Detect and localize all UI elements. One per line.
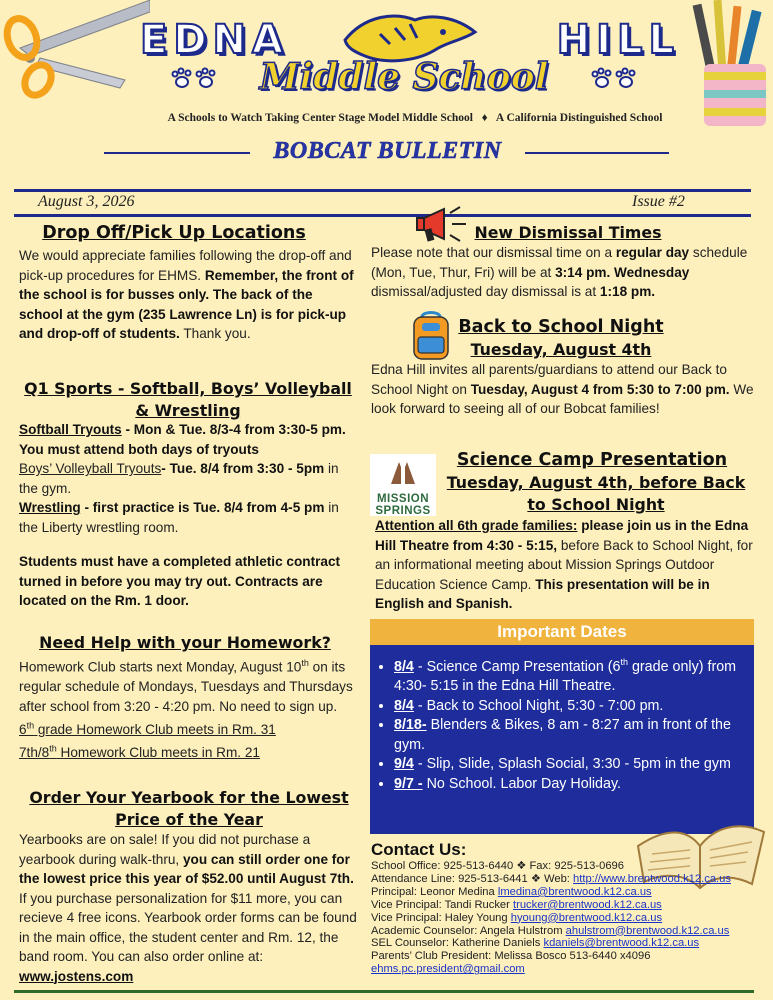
contact-vp2 bbox=[371, 912, 771, 925]
dropoff-body bbox=[19, 246, 357, 344]
yearbook-text: Yearbooks are on sale! If you did not purchase a yearbook during walk-thru, bbox=[19, 832, 311, 867]
dropoff-bold: Remember, the front of the school is for busses only. The back of the school at the gym (235 Lawrence Ln) is for pick-up and drop-off of students. bbox=[19, 267, 354, 341]
yearbook-body bbox=[19, 830, 357, 986]
homework-6th-b: grade Homework Club meets in Rm. 31 bbox=[34, 721, 276, 737]
sports-note bbox=[19, 552, 349, 611]
dismissal-b3: Wednesday bbox=[614, 264, 690, 280]
divider bbox=[14, 189, 751, 192]
volleyball-bold: 5pm bbox=[296, 461, 325, 476]
academic-email-link[interactable]: ahulstrom@brentwood.k12.ca.us bbox=[565, 924, 730, 937]
contact-sel bbox=[371, 937, 771, 950]
homework-78-sup: th bbox=[49, 743, 57, 754]
logo-text-springs: SPRINGS bbox=[375, 505, 431, 517]
contact-academic bbox=[371, 925, 771, 938]
yearbook-bold: you can still order one for the lowest price this year of $52.00 until August 7th. bbox=[19, 851, 354, 886]
list-item bbox=[394, 716, 760, 755]
homework-78-b: Homework Club meets in Rm. 21 bbox=[56, 744, 260, 760]
contact-principal bbox=[371, 886, 771, 899]
dismissal-b2: 3:14 pm. bbox=[555, 264, 611, 280]
date-text: - Slip, Slide, Splash Social, 3:30 - 5pm in the gym bbox=[413, 756, 731, 773]
camp-t1: before Back to School Night, for an informational meeting about Mission Springs Outdoor Education Science Camp. bbox=[375, 537, 753, 592]
homework-text: Homework Club starts next Monday, August 10 bbox=[19, 659, 302, 675]
school-logo-subtitle: Middle School bbox=[259, 56, 549, 98]
dismissal-b1: regular day bbox=[615, 245, 690, 260]
vp2-email-link[interactable]: hyoung@brentwood.k12.ca.us bbox=[510, 911, 663, 924]
paw-print-icon bbox=[170, 66, 218, 90]
wrestling-label: Wrestling bbox=[19, 500, 81, 515]
date-label: 8/4 bbox=[394, 697, 414, 714]
vp2-text: Vice Principal: Haley Young bbox=[371, 911, 511, 924]
homework-title: Need Help with your Homework? bbox=[39, 633, 331, 652]
important-dates-title: Important Dates bbox=[370, 619, 754, 645]
homework-text-rest: on its regular schedule of Mondays, Tuesdays and Thursdays after school from 3:20 - 4:20 pm. No need to sign up. bbox=[19, 659, 353, 714]
wrestling-text: in the Liberty wrestling room. bbox=[19, 500, 339, 535]
date-label: 8/4 bbox=[394, 658, 414, 675]
tagline-part2: A California Distinguished School bbox=[495, 112, 663, 124]
homework-6th-sup: th bbox=[26, 720, 35, 731]
divider bbox=[14, 214, 751, 217]
dismissal-t2: schedule (Mon, Tue, Thur, Fri) will be at bbox=[371, 245, 748, 280]
camp-body bbox=[375, 516, 757, 614]
list-item bbox=[394, 775, 760, 795]
homework-78-a: 7th/8 bbox=[19, 744, 50, 760]
dismissal-b4: 1:18 pm. bbox=[599, 284, 656, 299]
date-text: - Science Camp Presentation (6 bbox=[413, 658, 621, 675]
camp-subtitle: Tuesday, August 4th, before Back to School Night bbox=[446, 473, 746, 514]
date-label: 9/4 bbox=[394, 756, 414, 773]
issue-date: August 3, 2026 bbox=[38, 193, 135, 210]
contact-parents-club: Parents’ Club President: Melissa Bosco 513-6440 x4096 bbox=[371, 950, 651, 963]
divider bbox=[525, 152, 669, 154]
sports-note-text: Students must have a completed athletic contract turned in before you may try out. Contracts are located on the Rm. 1 door. bbox=[19, 554, 341, 608]
academic-text: Academic Counselor: Angela Hulstrom bbox=[371, 924, 566, 937]
camp-b2: This presentation will be in English and Spanish. bbox=[375, 576, 710, 611]
dropoff-end: Thank you. bbox=[183, 326, 251, 341]
vp1-email-link[interactable]: trucker@brentwood.k12.ca.us bbox=[512, 898, 662, 911]
bulletin-title: BOBCAT BULLETIN bbox=[273, 138, 502, 164]
date-label: 8/18- bbox=[394, 717, 427, 734]
jostens-link[interactable]: www.jostens.com bbox=[19, 968, 134, 984]
bts-body bbox=[371, 360, 757, 419]
tagline-separator: ♦ bbox=[481, 112, 488, 124]
volleyball-text2: in the gym. bbox=[19, 461, 339, 496]
sports-title: Q1 Sports - Softball, Boys’ Volleyball & Wrestling bbox=[24, 379, 352, 420]
contact-attendance bbox=[371, 873, 771, 886]
footer-divider bbox=[14, 990, 754, 993]
contact-vp1 bbox=[371, 899, 771, 912]
softball-label: Softball Tryouts bbox=[19, 422, 122, 437]
volleyball-label: Boys’ Volleyball Tryouts bbox=[19, 461, 162, 476]
vp1-text: Vice Principal: Tandi Rucker bbox=[371, 898, 513, 911]
dismissal-title: New Dismissal Times bbox=[474, 223, 662, 242]
contact-office: School Office: 925-513-6440 ❖ Fax: 925-513-0696 bbox=[371, 860, 625, 872]
date-sup: th bbox=[620, 657, 628, 667]
important-dates-list bbox=[380, 653, 760, 794]
mission-springs-logo bbox=[370, 454, 436, 516]
logo-word-edna: EDNA bbox=[140, 17, 289, 63]
camp-lead: Attention all 6th grade families: bbox=[375, 518, 578, 533]
sel-text: SEL Counselor: Katherine Daniels bbox=[371, 937, 544, 950]
pc-email-link[interactable]: ehms.pc.president@gmail.com bbox=[371, 963, 525, 976]
homework-sup: th bbox=[301, 658, 309, 668]
megaphone-icon bbox=[414, 203, 470, 247]
bts-t1: Edna Hill invites all parents/guardians to attend our Back to School Night on bbox=[371, 362, 727, 397]
dropoff-text: We would appreciate families following the drop-off and pick-up procedures for EHMS. bbox=[19, 248, 352, 283]
date-text-2: grade only) from 4:30- 5:15 in the Edna Hill Theatre. bbox=[394, 658, 737, 695]
camp-b1: please join us in the Edna Hill Theatre from 4:30 - 5:15, bbox=[375, 518, 749, 553]
dismissal-t3: dismissal/adjusted day dismissal is at bbox=[371, 284, 600, 299]
date-text: - Back to School Night, 5:30 - 7:00 pm. bbox=[413, 697, 664, 714]
homework-6th-a: 6 bbox=[19, 721, 27, 737]
divider bbox=[104, 152, 250, 154]
logo-word-hill: HILL bbox=[556, 17, 680, 63]
yearbook-text-rest: If you purchase personalization for $11 more, you can recieve 4 free icons. Yearbook order forms can be found in the main office, the student center and Rm. 12, the band room. You can also order online at: bbox=[19, 890, 357, 964]
yearbook-title: Order Your Yearbook for the Lowest Price of the Year bbox=[29, 788, 349, 829]
homework-body bbox=[19, 654, 357, 762]
tagline-part1: A Schools to Watch Taking Center Stage Model Middle School bbox=[167, 112, 473, 124]
wrestling-bold: - first practice is Tue. 8/4 from 4-5 pm bbox=[80, 500, 325, 515]
dropoff-title: Drop Off/Pick Up Locations bbox=[42, 223, 306, 243]
date-label: 9/7 - bbox=[394, 775, 423, 792]
logo-text-mission: MISSION bbox=[376, 493, 430, 505]
contact-pc-email bbox=[371, 963, 771, 976]
dismissal-t1: Please note that our dismissal time on a bbox=[371, 245, 616, 260]
principal-email-link[interactable]: lmedina@brentwood.k12.ca.us bbox=[497, 885, 652, 898]
mountain-icon bbox=[370, 454, 436, 488]
backpack-icon bbox=[410, 309, 452, 361]
dismissal-body bbox=[371, 243, 757, 302]
contact-block bbox=[371, 860, 771, 976]
list-item bbox=[394, 653, 760, 697]
bts-title: Back to School Night bbox=[458, 317, 664, 337]
softball-text: - Mon & Tue. 8/3-4 from 3:30-5 pm. You must attend both days of tryouts bbox=[19, 422, 346, 457]
camp-title: Science Camp Presentation bbox=[456, 450, 728, 470]
bts-t2: We look forward to seeing all of our Bobcat families! bbox=[371, 381, 754, 416]
list-item bbox=[394, 755, 760, 775]
date-text: Blenders & Bikes, 8 am - 8:27 am in front of the gym. bbox=[394, 717, 731, 753]
paw-print-icon bbox=[590, 66, 638, 90]
date-text: No School. Labor Day Holiday. bbox=[422, 775, 622, 792]
attendance-text: Attendance Line: 925-513-6441 ❖ Web: bbox=[371, 872, 574, 885]
list-item bbox=[394, 697, 760, 717]
sel-email-link[interactable]: kdaniels@brentwood.k12.ca.us bbox=[543, 937, 700, 950]
sports-body bbox=[19, 420, 359, 537]
tagline bbox=[110, 112, 720, 124]
contact-title: Contact Us: bbox=[371, 840, 467, 859]
bts-subtitle: Tuesday, August 4th bbox=[470, 340, 652, 359]
scissors-icon bbox=[0, 0, 150, 100]
principal-text: Principal: Leonor Medina bbox=[371, 885, 498, 898]
volleyball-text1: - Tue. 8/4 from 3:30 - bbox=[161, 461, 297, 476]
issue-number: Issue #2 bbox=[632, 193, 685, 210]
bts-b1: Tuesday, August 4 from 5:30 to 7:00 pm. bbox=[470, 381, 730, 397]
pencil-cup-icon bbox=[690, 0, 773, 130]
website-link[interactable]: http://www.brentwood.k12.ca.us bbox=[573, 872, 731, 885]
